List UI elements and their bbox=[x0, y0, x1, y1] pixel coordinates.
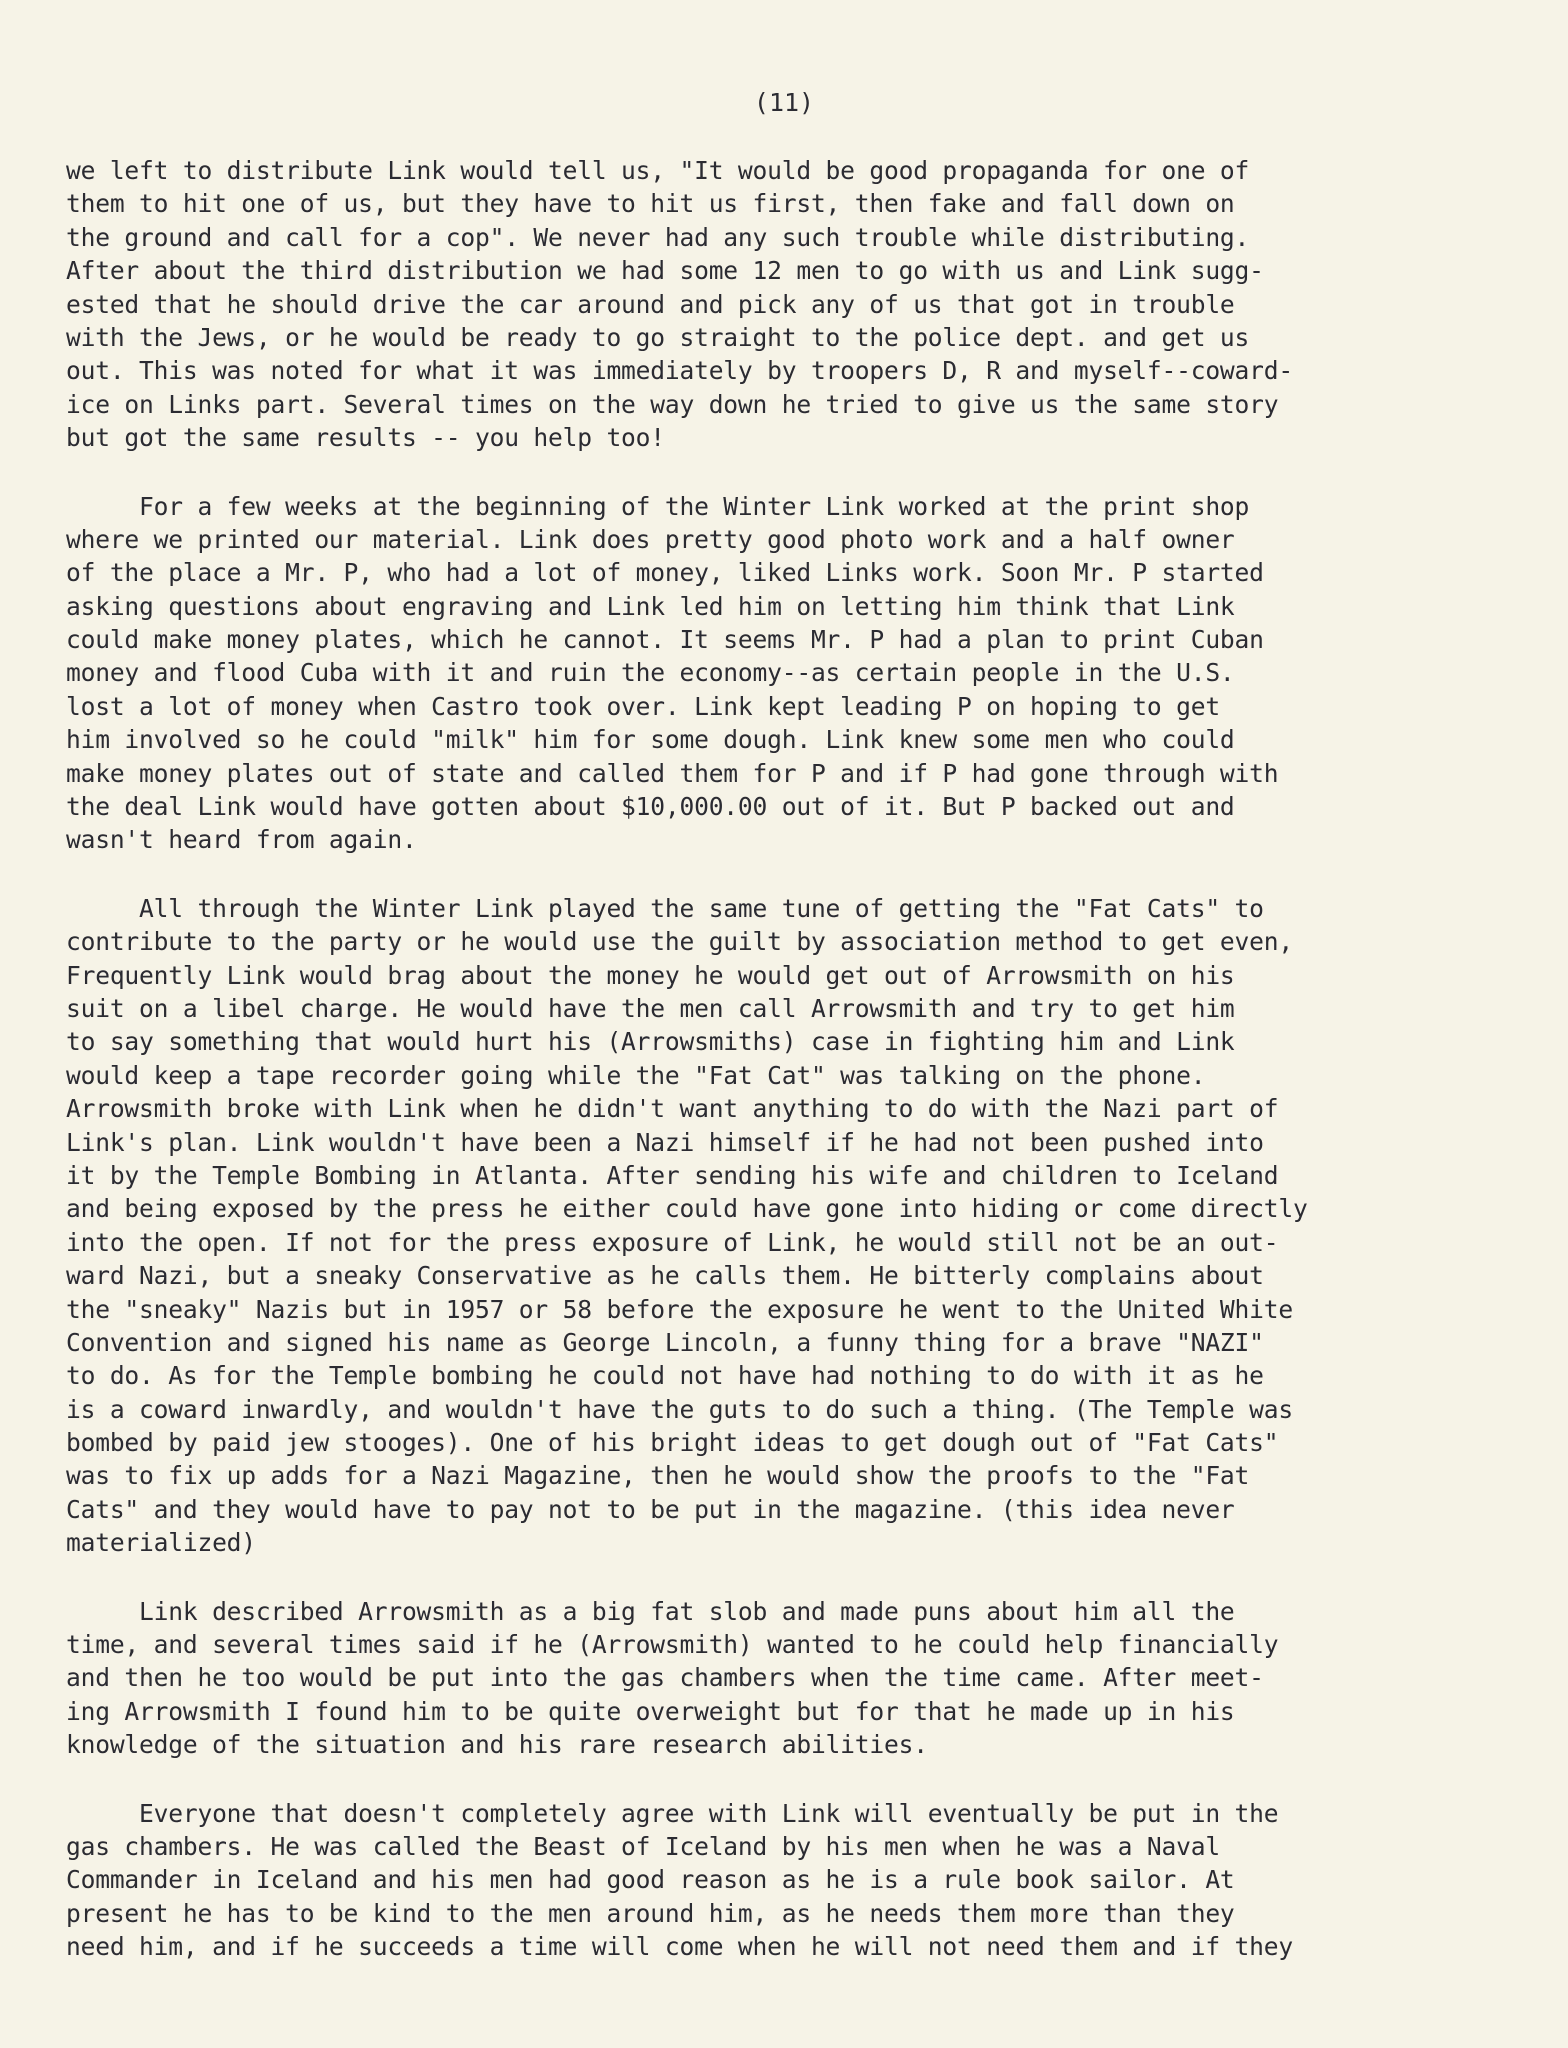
text-line: suit on a libel charge. He would have the men call Arrowsmith and try to get him bbox=[66, 993, 1235, 1023]
text-line: ice on Links part. Several times on the way down he tried to give us the same story bbox=[66, 389, 1279, 419]
text-line: Cats" and they would have to pay not to be put in the magazine. (this idea never bbox=[66, 1494, 1235, 1524]
text-line: Commander in Iceland and his men had good reason as he is a rule book sailor. At bbox=[66, 1865, 1235, 1895]
text-line: of the place a Mr. P, who had a lot of money, liked Links work. Soon Mr. P started bbox=[66, 558, 1264, 588]
text-line: was to fix up adds for a Nazi Magazine, then he would show the proofs to the "Fat bbox=[66, 1461, 1250, 1491]
paragraph bbox=[66, 1595, 1516, 1762]
text-line: need him, and if he succeeds a time will come when he will not need them and if they bbox=[66, 1932, 1293, 1962]
text-line: contribute to the party or he would use the guilt by association method to get even, bbox=[66, 927, 1293, 957]
text-line: After about the third distribution we had some 12 men to go with us and Link sugg- bbox=[66, 256, 1264, 286]
text-line: materialized) bbox=[66, 1528, 256, 1558]
text-line: present he has to be kind to the men around him, as he needs them more than they bbox=[66, 1898, 1235, 1928]
text-line: Link described Arrowsmith as a big fat slob and made puns about him all the bbox=[66, 1596, 1235, 1626]
text-line: money and flood Cuba with it and ruin the economy--as certain people in the U.S. bbox=[66, 658, 1235, 688]
text-line: All through the Winter Link played the same tune of getting the "Fat Cats" to bbox=[66, 893, 1264, 923]
text-line: and then he too would be put into the gas chambers when the time came. After meet- bbox=[66, 1663, 1264, 1693]
text-line: gas chambers. He was called the Beast of Iceland by his men when he was a Naval bbox=[66, 1831, 1220, 1861]
text-line: Link's plan. Link wouldn't have been a Nazi himself if he had not been pushed into bbox=[66, 1127, 1264, 1157]
body-text bbox=[66, 154, 1516, 1999]
text-line: into the open. If not for the press exposure of Link, he would still not be an out- bbox=[66, 1227, 1279, 1257]
text-line: would keep a tape recorder going while the "Fat Cat" was talking on the phone. bbox=[66, 1060, 1206, 1090]
text-line: the ground and call for a cop". We never had any such trouble while distributing. bbox=[66, 222, 1250, 252]
text-line: bombed by paid jew stooges). One of his bright ideas to get dough out of "Fat Cats" bbox=[66, 1428, 1279, 1458]
text-line: lost a lot of money when Castro took over. Link kept leading P on hoping to get bbox=[66, 691, 1220, 721]
text-line: knowledge of the situation and his rare research abilities. bbox=[66, 1730, 928, 1760]
text-line: is a coward inwardly, and wouldn't have the guts to do such a thing. (The Temple was bbox=[66, 1394, 1293, 1424]
text-line: and being exposed by the press he either could have gone into hiding or come directly bbox=[66, 1194, 1308, 1224]
text-line: Arrowsmith broke with Link when he didn't want anything to do with the Nazi part of bbox=[66, 1094, 1279, 1124]
page-number: (11) bbox=[753, 88, 815, 117]
text-line: ing Arrowsmith I found him to be quite overweight but for that he made up in his bbox=[66, 1696, 1235, 1726]
paragraph bbox=[66, 154, 1516, 455]
text-line: time, and several times said if he (Arrowsmith) wanted to he could help financially bbox=[66, 1630, 1279, 1660]
paragraph bbox=[66, 892, 1516, 1560]
text-line: where we printed our material. Link does pretty good photo work and a half owner bbox=[66, 524, 1235, 554]
text-line: them to hit one of us, but they have to hit us first, then fake and fall down on bbox=[66, 189, 1235, 219]
paragraph bbox=[66, 490, 1516, 857]
paragraph bbox=[66, 1797, 1516, 1964]
text-line: ward Nazi, but a sneaky Conservative as he calls them. He bitterly complains about bbox=[66, 1261, 1264, 1291]
text-line: Frequently Link would brag about the money he would get out of Arrowsmith on his bbox=[66, 960, 1235, 990]
text-line: the deal Link would have gotten about $10,000.00 out of it. But P backed out and bbox=[66, 792, 1235, 822]
text-line: could make money plates, which he cannot. It seems Mr. P had a plan to print Cuban bbox=[66, 625, 1264, 655]
text-line: with the Jews, or he would be ready to go straight to the police dept. and get us bbox=[66, 322, 1250, 352]
text-line: but got the same results -- you help too! bbox=[66, 423, 665, 453]
text-line: it by the Temple Bombing in Atlanta. After sending his wife and children to Iceland bbox=[66, 1160, 1279, 1190]
text-line: wasn't heard from again. bbox=[66, 825, 417, 855]
text-line: to do. As for the Temple bombing he could not have had nothing to do with it as he bbox=[66, 1361, 1264, 1391]
text-line: him involved so he could "milk" him for some dough. Link knew some men who could bbox=[66, 725, 1235, 755]
text-line: out. This was noted for what it was immediately by troopers D, R and myself--coward- bbox=[66, 356, 1293, 386]
text-line: make money plates out of state and called them for P and if P had gone through with bbox=[66, 758, 1279, 788]
text-line: Everyone that doesn't completely agree with Link will eventually be put in the bbox=[66, 1798, 1279, 1828]
text-line: For a few weeks at the beginning of the Winter Link worked at the print shop bbox=[66, 491, 1250, 521]
text-line: we left to distribute Link would tell us, "It would be good propaganda for one of bbox=[66, 156, 1250, 185]
text-line: to say something that would hurt his (Arrowsmiths) case in fighting him and Link bbox=[66, 1027, 1235, 1057]
text-line: ested that he should drive the car around and pick any of us that got in trouble bbox=[66, 289, 1235, 319]
text-line: Convention and signed his name as George Lincoln, a funny thing for a brave "NAZI" bbox=[66, 1327, 1264, 1357]
text-line: the "sneaky" Nazis but in 1957 or 58 before the exposure he went to the United White bbox=[66, 1294, 1293, 1324]
text-line: asking questions about engraving and Link led him on letting him think that Link bbox=[66, 591, 1235, 621]
